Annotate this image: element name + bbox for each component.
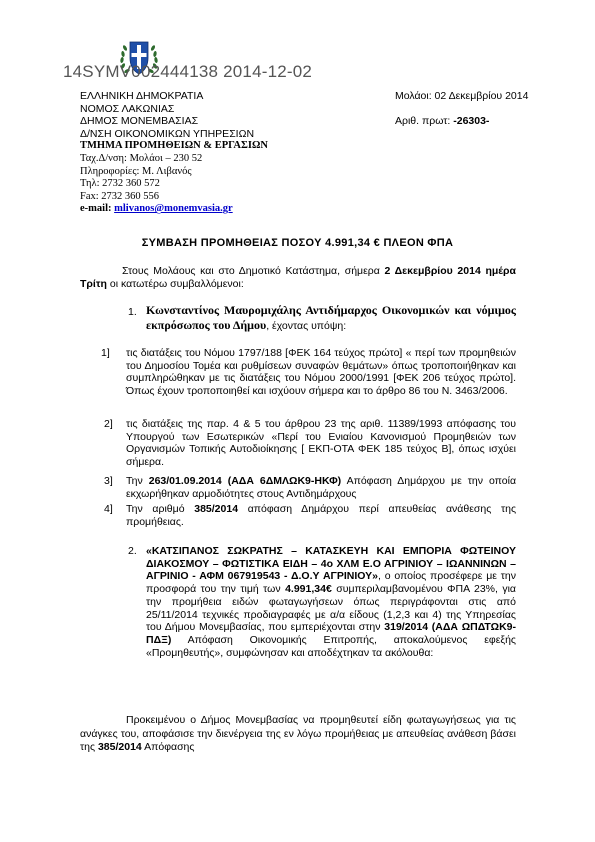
item4-post: απόφαση Δημάρχου περί απευθείας ανάθεσης της προμήθειας. [126,503,516,528]
header-info: Πληροφορίες: Μ. Λιβανός [80,165,192,177]
item3-bold: 263/01.09.2014 (ΑΔΑ 6ΔΜΛΩΚ9-ΗΚΦ) [148,475,342,487]
item1-text: τις διατάξεις του Νόμου 1797/188 [ΦΕΚ 164 τεύχος πρώτο] « περί των προμηθειών του Δημοσίου Τομέα και ρυθμίσεων συναφών θεμάτων» όπως τροποποιήθηκαν και συμπληρώθηκαν με τις διατάξεις του Νόμου 2000/1991 [ΦΕΚ 206 τεύχος πρώτο]. Όπως έχουν τροποποιηθεί και ισχύουν σήμερα και το άρθρο 86 του Ν. 3463/2006. [126,347,516,398]
protocol-line [395,115,489,127]
header-country: ΕΛΛΗΝΙΚΗ ΔΗΜΟΚΡΑΤΙΑ [80,90,204,102]
item4-number: 4] [104,503,113,515]
item2-number: 2] [104,418,113,430]
party1-name: Κωνσταντίνος Μαυρομιχάλης Αντιδήμαρχος Οικονομικών και νόμιμος εκπρόσωπος του Δήμου [146,303,516,332]
closing-text2: Απόφασης [141,741,195,753]
item4-pre: Την αριθμό [126,503,195,515]
header-directorate: Δ/ΝΣΗ ΟΙΚΟΝΟΜΙΚΩΝ ΥΠΗΡΕΣΙΩΝ [80,127,255,140]
party2-text1: , ο οποίος προσέφερε με την προσφορά του την τιμή των [146,570,516,596]
header-fax: Fax: 2732 360 556 [80,190,160,202]
intro-text-c: οι κατωτέρω συμβαλλόμενοι: [106,277,244,290]
party2-number: 2. [128,545,137,557]
intro-text-a: Στους Μολάους και στο Δημοτικό Κατάστημα, σήμερα [122,265,385,277]
closing-text1: Προκειμένου ο Δήμος Μονεμβασίας να προμηθευτεί είδη φωταγωγήσεως για τις ανάγκες του, αποφάσισε την διενέργεια της εν λόγω προμήθειας με απευθείας ανάθεση βάσει της [80,714,516,753]
item2-text: τις διατάξεις της παρ. 4 & 5 του άρθρου 23 της αριθ. 11389/1993 απόφασης του Υπουργού των Εσωτερικών «Περί του Ενιαίου Κανονισμού Προμηθειών των Οργανισμών Τοπικής Αυτοδιοίκησης [ ΕΚΠ-ΟΤΑ ΦΕΚ 185 τεύχος Β], όπως ισχύει σήμερα. [126,418,516,469]
party2-text3: Απόφαση Οικονομικής Επιτροπής, αποκαλούμενος εφεξής «Προμηθευτής», συμφώνησαν και αποδέχτηκαν τα ακόλουθα: [146,633,516,659]
contract-title: ΣΥΜΒΑΣΗ ΠΡΟΜΗΘΕΙΑΣ ΠΟΣΟΥ 4.991,34 € ΠΛΕΟΝ ΦΠΑ [141,237,454,249]
party1-rest: , έχοντας υπόψη: [266,319,347,332]
protocol-number: -26303- [453,115,490,127]
item3-text [126,475,516,500]
party2-text2: συμπεριλαμβανομένου ΦΠΑ 23%, για την προμήθεια ειδών φωταγωγήσεων όπως περιγράφονται στις από 25/11/2014 τεχνικές προδιαγραφές με α/α είδους (1,2,3 και 4) της Υπηρεσίας του Δήμου Μονεμβασίας, που εμπεριέχονται στην [146,583,517,634]
header-phone: Τηλ: 2732 360 572 [80,178,160,190]
header-email-row [80,203,268,216]
item3-pre: Την [126,475,149,487]
closing-bold: 385/2014 [97,741,142,753]
intro-date: 2 Δεκεμβρίου 2014 ημέρα Τρίτη [80,265,516,290]
party2-price: 4.991,34€ [285,583,332,596]
party2-decision: 319/2014 (ΑΔΑ ΩΠΔΤΩΚ9-ΠΔΞ) [146,621,516,646]
party1-number: 1. [128,306,137,318]
intro-paragraph [80,265,516,290]
party2-name: «ΚΑΤΣΙΠΑΝΟΣ ΣΩΚΡΑΤΗΣ – ΚΑΤΑΣΚΕΥΗ ΚΑΙ ΕΜΠΟΡΙΑ ΦΩΤΕΙΝΟΥ ΔΙΑΚΟΣΜΟΥ – ΦΩΤΙΣΤΙΚΑ ΕΙΔΗ – 4ο ΧΛΜ Ε.Ο ΑΓΡΙΝΙΟΥ – ΙΩΑΝΝΙΝΩΝ – ΑΓΡΙΝΙΟ - ΑΦΜ 067919543 - Δ.Ο.Υ ΑΓΡΙΝΙΟΥ» [146,545,516,583]
email-label: e-mail: [80,203,112,215]
letterhead [80,90,268,216]
party1-paragraph [146,304,516,333]
protocol-label: Αριθ. πρωτ: [395,115,454,127]
item4-text [126,503,516,528]
header-department: ΤΜΗΜΑ ΠΡΟΜΗΘΕΙΩΝ & ΕΡΓΑΣΙΩΝ [80,140,268,152]
party2-paragraph [146,545,516,659]
document-stamp: 14SYMV002444138 2014-12-02 [63,62,313,81]
item4-bold: 385/2014 [194,503,239,515]
header-prefecture: ΝΟΜΟΣ ΛΑΚΩΝΙΑΣ [80,102,175,115]
closing-paragraph [80,714,516,755]
item3-number: 3] [104,475,113,487]
date-line: Μολάοι: 02 Δεκεμβρίου 2014 [395,90,529,102]
header-municipality: ΔΗΜΟΣ ΜΟΝΕΜΒΑΣΙΑΣ [80,115,199,128]
email-link[interactable]: mlivanos@monemvasia.gr [114,203,233,215]
item3-post: Απόφαση Δημάρχου με την οποία εκχωρήθηκαν αρμοδιότητες στους Αντιδημάρχους [126,475,517,500]
item1-number: 1] [101,347,110,359]
header-address: Ταχ.Δ/νση: Μολάοι – 230 52 [80,152,203,164]
